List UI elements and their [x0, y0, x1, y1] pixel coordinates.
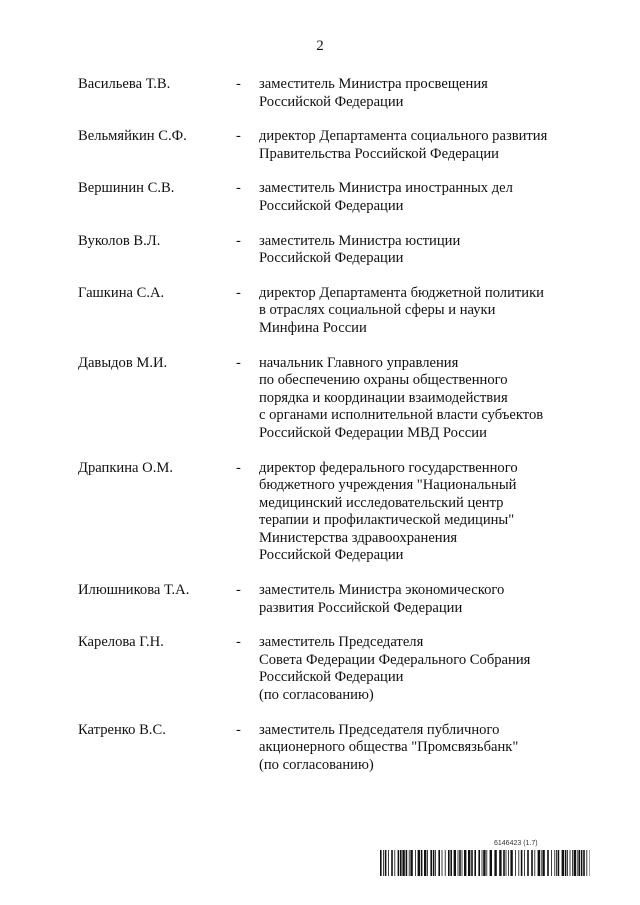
- member-position-line: Российской Федерации: [259, 250, 404, 267]
- member-position-line: Российской Федерации МВД России: [259, 424, 487, 441]
- member-position-line: Министерства здравоохранения: [259, 529, 458, 546]
- member-position: [259, 285, 598, 338]
- member-dash: -: [236, 459, 241, 476]
- member-position-line: (по согласованию): [259, 687, 374, 704]
- member-position-line: Российской Федерации: [259, 547, 404, 564]
- member-dash: -: [236, 582, 241, 599]
- member-position-line: директор Департамента бюджетной политики: [259, 284, 544, 301]
- member-dash: -: [236, 284, 241, 301]
- member-name: Драпкина О.М.: [78, 459, 173, 476]
- member-name: Вельмяйкин С.Ф.: [78, 128, 187, 145]
- member-position-line: директор федерального государственного: [259, 459, 518, 476]
- member-position-line: Российской Федерации: [259, 93, 404, 110]
- member-name: Давыдов М.И.: [78, 354, 168, 371]
- member-row: [78, 285, 598, 338]
- members-list: [78, 76, 598, 791]
- member-position: [259, 180, 598, 215]
- member-dash: -: [236, 354, 241, 371]
- member-row: [78, 76, 598, 111]
- member-row: [78, 128, 598, 163]
- member-position-line: Минфина России: [259, 319, 367, 336]
- member-name: Васильева Т.В.: [78, 76, 171, 92]
- member-position: [259, 233, 598, 268]
- member-row: [78, 233, 598, 268]
- member-position: [259, 722, 598, 775]
- member-position-line: заместитель Министра просвещения: [259, 76, 488, 92]
- member-position: [259, 355, 598, 443]
- member-position-line: заместитель Министра экономического: [259, 582, 505, 599]
- member-position-line: начальник Главного управления: [259, 354, 459, 371]
- member-position-line: (по согласованию): [259, 756, 374, 773]
- member-name: Вершинин С.В.: [78, 180, 175, 197]
- member-dash: -: [236, 76, 241, 92]
- member-row: [78, 180, 598, 215]
- member-row: [78, 582, 598, 617]
- member-position-line: Совета Федерации Федерального Собрания: [259, 651, 531, 668]
- member-position-line: с органами исполнительной власти субъектов: [259, 407, 544, 424]
- member-row: [78, 722, 598, 775]
- member-row: [78, 460, 598, 566]
- member-position-line: медицинский исследовательский центр: [259, 494, 504, 511]
- member-position-line: заместитель Министра иностранных дел: [259, 180, 513, 197]
- member-name: Гашкина С.А.: [78, 284, 165, 301]
- member-row: [78, 355, 598, 443]
- member-dash: -: [236, 721, 241, 738]
- document-code: 6146423 (1.7): [494, 840, 538, 847]
- member-position-line: заместитель Министра юстиции: [259, 232, 461, 249]
- member-position: [259, 128, 598, 163]
- member-dash: -: [236, 634, 241, 651]
- member-position-line: Российской Федерации: [259, 669, 404, 686]
- member-name: Вуколов В.Л.: [78, 232, 161, 249]
- member-position-line: по обеспечению охраны общественного: [259, 372, 508, 389]
- member-position-line: терапии и профилактической медицины": [259, 512, 515, 529]
- member-position-line: Российской Федерации: [259, 197, 404, 214]
- member-name: Карелова Г.Н.: [78, 634, 164, 651]
- member-position-line: заместитель Председателя публичного: [259, 721, 500, 738]
- member-dash: -: [236, 180, 241, 197]
- member-position-line: бюджетного учреждения "Национальный: [259, 477, 517, 494]
- member-position-line: директор Департамента социального развития: [259, 128, 548, 145]
- member-position: [259, 460, 598, 566]
- member-dash: -: [236, 232, 241, 249]
- member-name: Илюшникова Т.А.: [78, 582, 190, 599]
- member-name: Катренко В.С.: [78, 721, 166, 738]
- member-position: [259, 634, 598, 704]
- member-position-line: заместитель Председателя: [259, 634, 424, 651]
- member-position-line: развития Российской Федерации: [259, 599, 463, 616]
- member-position-line: акционерного общества "Промсвязьбанк": [259, 739, 519, 756]
- member-row: [78, 634, 598, 704]
- member-position-line: Правительства Российской Федерации: [259, 145, 499, 162]
- member-position-line: порядка и координации взаимодействия: [259, 389, 508, 406]
- page-number: 2: [316, 38, 324, 54]
- member-position-line: в отраслях социальной сферы и науки: [259, 302, 496, 319]
- member-dash: -: [236, 128, 241, 145]
- barcode-image: [380, 850, 590, 876]
- member-position: [259, 582, 598, 617]
- member-position: [259, 76, 598, 111]
